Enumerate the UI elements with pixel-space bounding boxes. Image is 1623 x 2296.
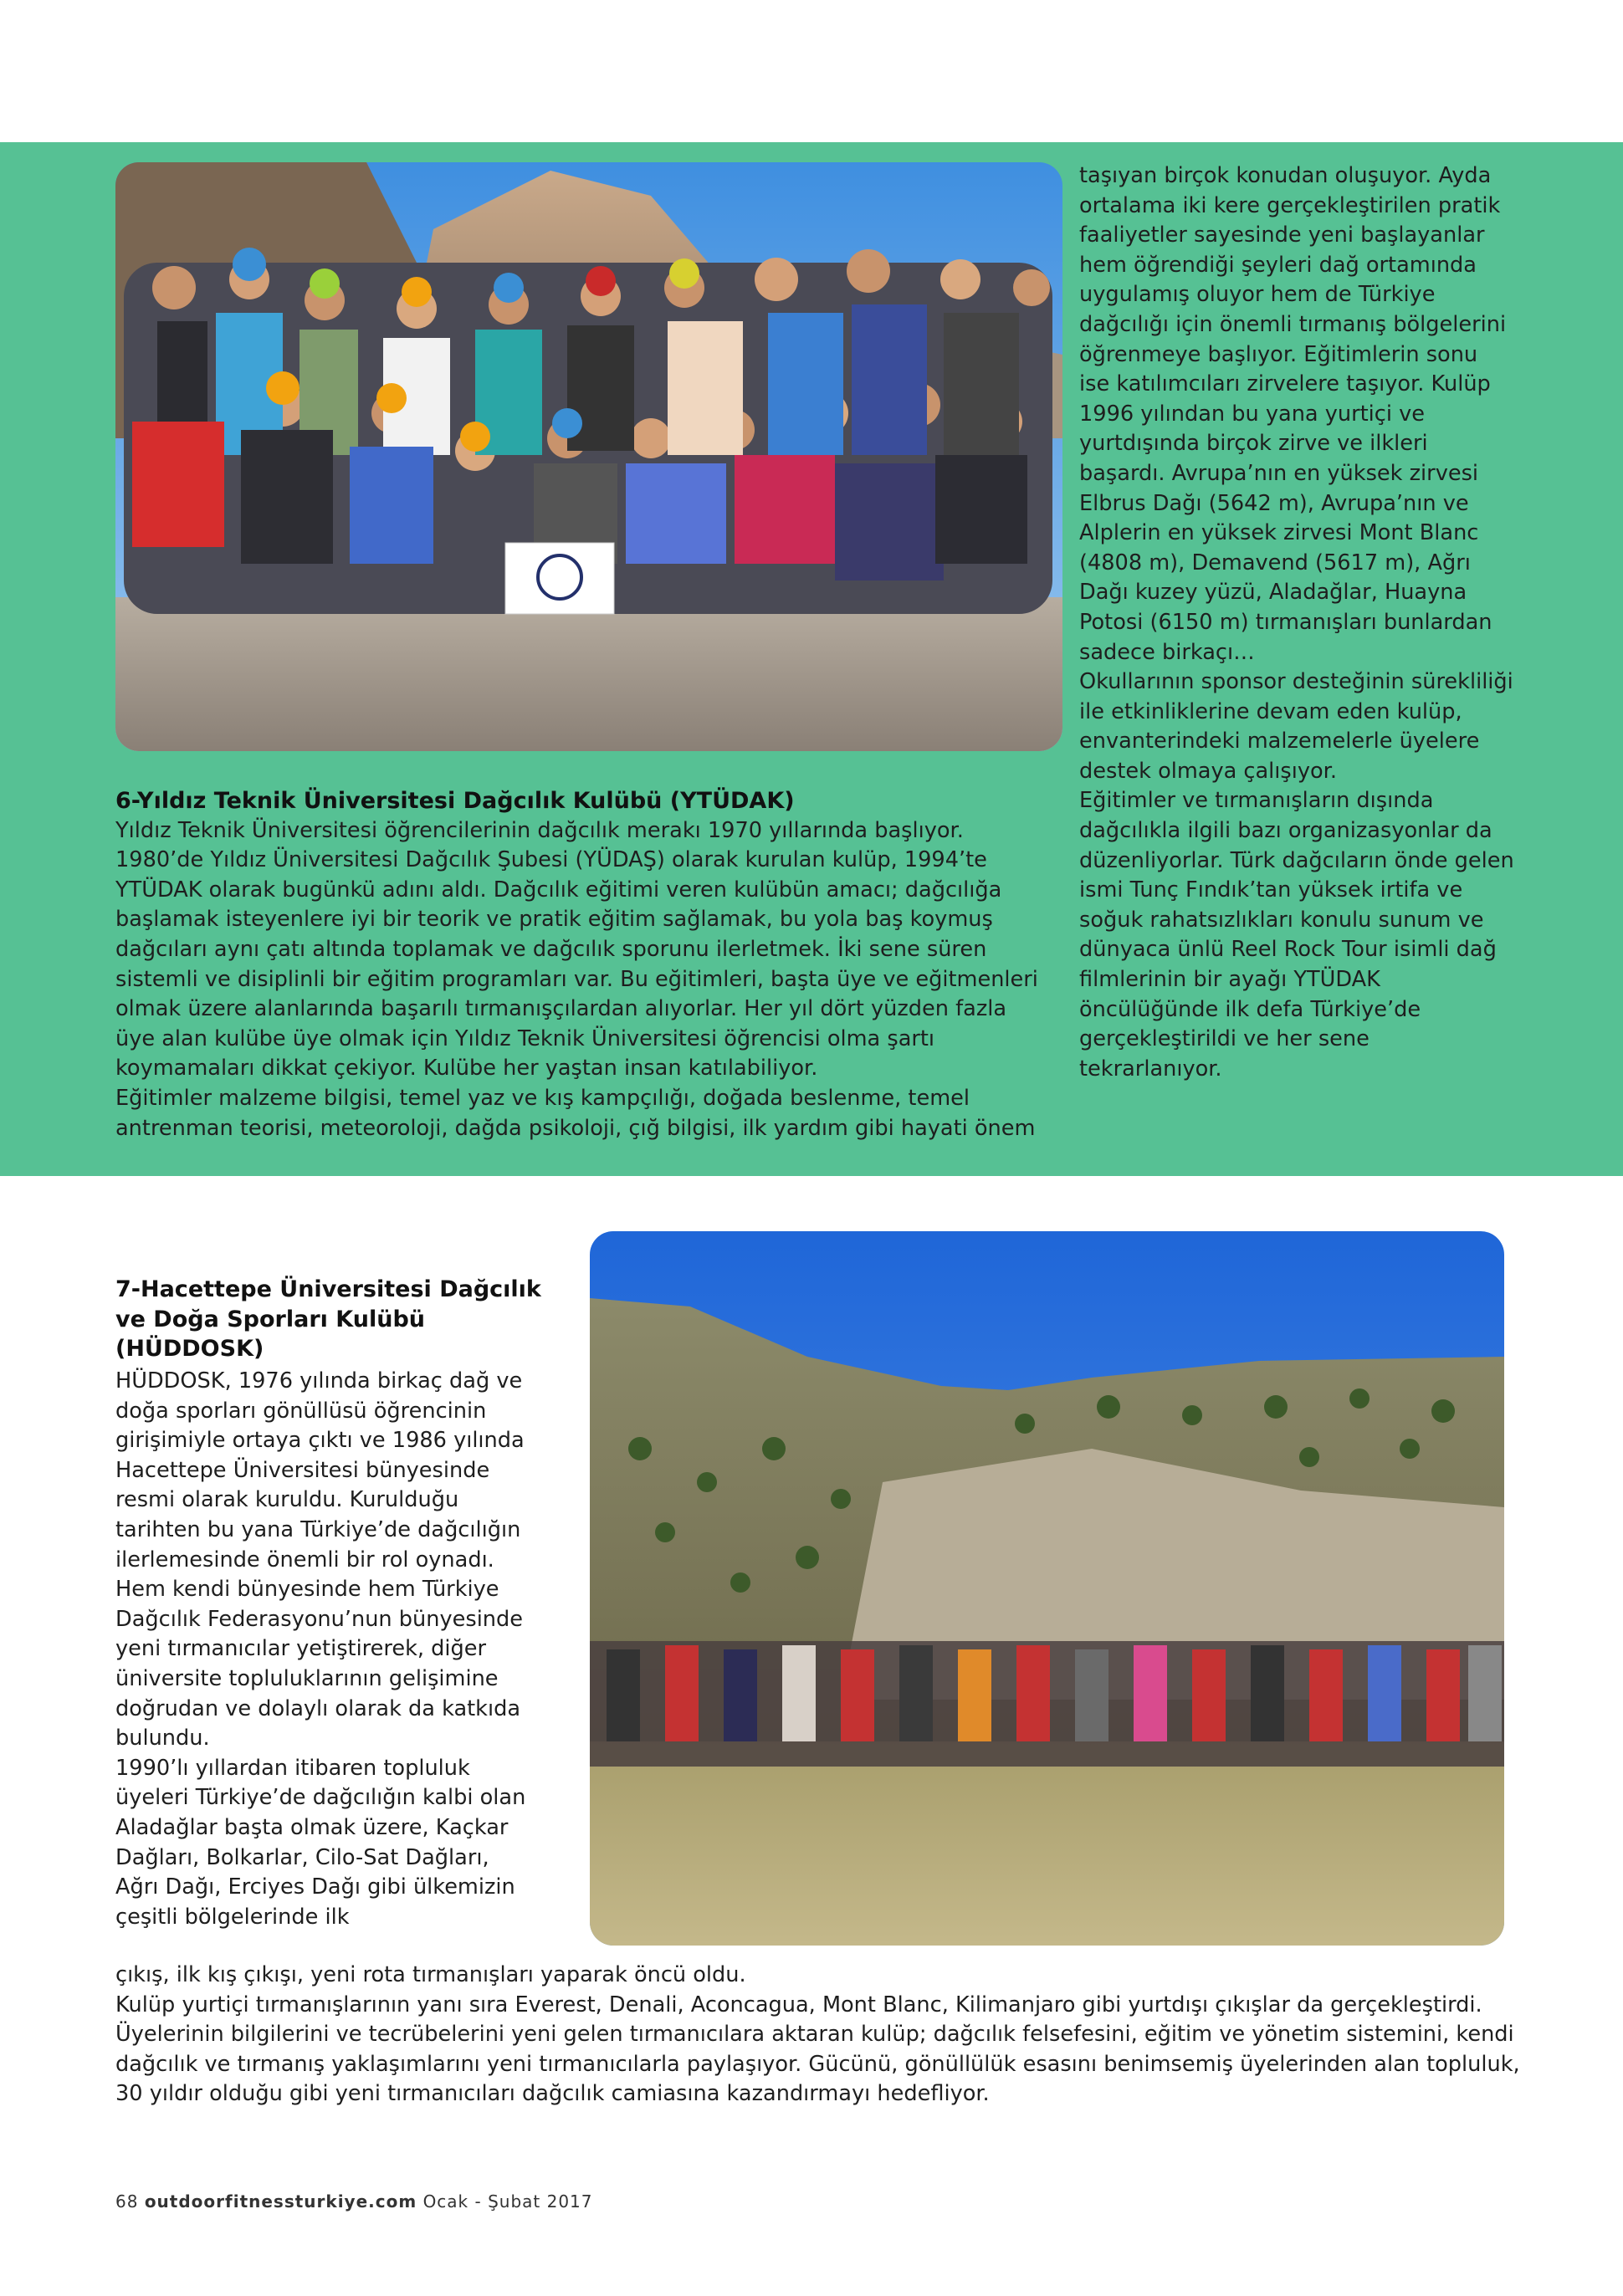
- paragraph: taşıyan birçok konudan oluşuyor. Ayda ortalama iki kere gerçekleştirilen pratik faaliyetler sayesinde yeni başlayanlar hem öğrendiği şeyleri dağ ortamında uygulamış oluyor hem de Türkiye dağcılığı için önemli tırmanış bölgelerini öğrenmeye başlıyor. Eğitimlerin sonu ise katılımcıları zirvelere taşıyor. Kulüp 1996 yılından bu yana yurtiçi ve yurtdışında birçok zirve ve ilkleri başardı. Avrupa’nın en yüksek zirvesi Elbrus Dağı (5642 m), Avrupa’nın ve Alplerin en yüksek zirvesi Mont Blanc (4808 m), Demavend (5617 m), Ağrı Dağı kuzey yüzü, Aladağlar, Huayna Potosi (6150 m) tırmanışları bunlardan sadece birkaçı…: [1079, 163, 1507, 665]
- page-footer: [115, 2191, 593, 2212]
- paragraph: Okullarının sponsor desteğinin sürekliliği ile etkinliklerine devam eden kulüp, envanterindeki malzemelerle üyelere destek olmaya çalışıyor.: [1079, 669, 1513, 784]
- huddosk-heading-block: [115, 1275, 550, 1364]
- huddosk-narrow-column: [115, 1367, 534, 1932]
- paragraph: 1990’lı yıllardan itibaren topluluk üyeleri Türkiye’de dağcılığın kalbi olan Aladağlar başta olmak üzere, Kaçkar Dağları, Bolkarlar, Cilo-Sat Dağları, Ağrı Dağı, Erciyes Dağı gibi ülkemizin çeşitli bölgelerinde ilk: [115, 1755, 526, 1930]
- paragraph: Kulüp yurtiçi tırmanışlarının yanı sıra Everest, Denali, Aconcagua, Mont Blanc, Kilimanjaro gibi yurtdışı çıkışlar da gerçekleştirdi. Üyelerinin bilgilerini ve tecrübelerini yeni gelen tırmanıcılara aktaran kulüp; dağcılık felsefesini, eğitim ve yönetim sistemini, kendi dağcılık ve tırmanış yaklaşımlarını yeni tırmanıcılarla paylaşıyor. Gücünü, gönüllülük esasını benimsemiş üyelerinden alan topluluk, 30 yıldır olduğu gibi yeni tırmanıcıları dağcılık camiasına kazandırmayı hedefliyor.: [115, 1992, 1520, 2107]
- ytudak-section: [115, 786, 1052, 1143]
- huddosk-group-photo: [590, 1231, 1504, 1946]
- footer-issue: Ocak - Şubat 2017: [422, 2191, 593, 2212]
- section-heading: 7-Hacettepe Üniversitesi Dağcılık ve Doğa Sporları Kulübü (HÜDDOSK): [115, 1276, 541, 1363]
- page-number: 68: [115, 2191, 139, 2212]
- ytudak-right-column: [1079, 161, 1514, 1084]
- paragraph: çıkış, ilk kış çıkışı, yeni rota tırmanışları yaparak öncü oldu.: [115, 1962, 746, 1987]
- ytudak-group-photo: [115, 162, 1062, 751]
- paragraph: Yıldız Teknik Üniversitesi öğrencilerinin dağcılık merakı 1970 yıllarında başlıyor. 1980’de Yıldız Üniversitesi Dağcılık Şubesi (YÜDAŞ) olarak kurulan kulüp, 1994’te YTÜDAK olarak bugünkü adını aldı. Dağcılık eğitimi veren kulübün amacı; dağcılığa başlamak isteyenlere iyi bir teorik ve pratik eğitim sağlamak, bu yola baş koymuş dağcıları aynı çatı altında toplamak ve dağcılık sporunu ilerletmek. İki sene süren sistemli ve disiplinli bir eğitim programları var. Bu eğitimleri, başta üye ve eğitmenleri olmak üzere alanlarında başarılı tırmanışçılardan alıyorlar. Her yıl dört yüzden fazla üye alan kulübe üye olmak için Yıldız Teknik Üniversitesi öğrencisi olma şartı koymamaları dikkat çekiyor. Kulübe her yaştan insan katılabiliyor.: [115, 817, 1038, 1082]
- paragraph: Eğitimler malzeme bilgisi, temel yaz ve kış kampçılığı, doğada beslenme, temel antrenman teorisi, meteoroloji, dağda psikoloji, çığ bilgisi, ilk yardım gibi hayati önem: [115, 1085, 1036, 1141]
- paragraph: HÜDDOSK, 1976 yılında birkaç dağ ve doğa sporları gönüllüsü öğrencinin girişimiyle ortaya çıktı ve 1986 yılında Hacettepe Üniversitesi bünyesinde resmi olarak kuruldu. Kurulduğu tarihten bu yana Türkiye’de dağcılığın ilerlemesinde önemli bir rol oynadı. Hem kendi bünyesinde hem Türkiye Dağcılık Federasyonu’nun bünyesinde yeni tırmanıcılar yetiştirerek, diğer üniversite topluluklarının gelişimine doğrudan ve dolaylı olarak da katkıda bulundu.: [115, 1368, 525, 1751]
- paragraph: Eğitimler ve tırmanışların dışında dağcılıkla ilgili bazı organizasyonlar da düzenliyorlar. Türk dağcıların önde gelen ismi Tunç Fındık’tan yüksek irtifa ve soğuk rahatsızlıkları konulu sunum ve dünyaca ünlü Reel Rock Tour isimli dağ filmlerinin bir ayağı YTÜDAK öncülüğünde ilk defa Türkiye’de gerçekleştirildi ve her sene tekrarlanıyor.: [1079, 788, 1514, 1082]
- footer-site: outdoorfitnessturkiye.com: [144, 2191, 417, 2212]
- huddosk-wide-text: [115, 1961, 1521, 2109]
- section-heading: 6-Yıldız Teknik Üniversitesi Dağcılık Kulübü (YTÜDAK): [115, 788, 795, 814]
